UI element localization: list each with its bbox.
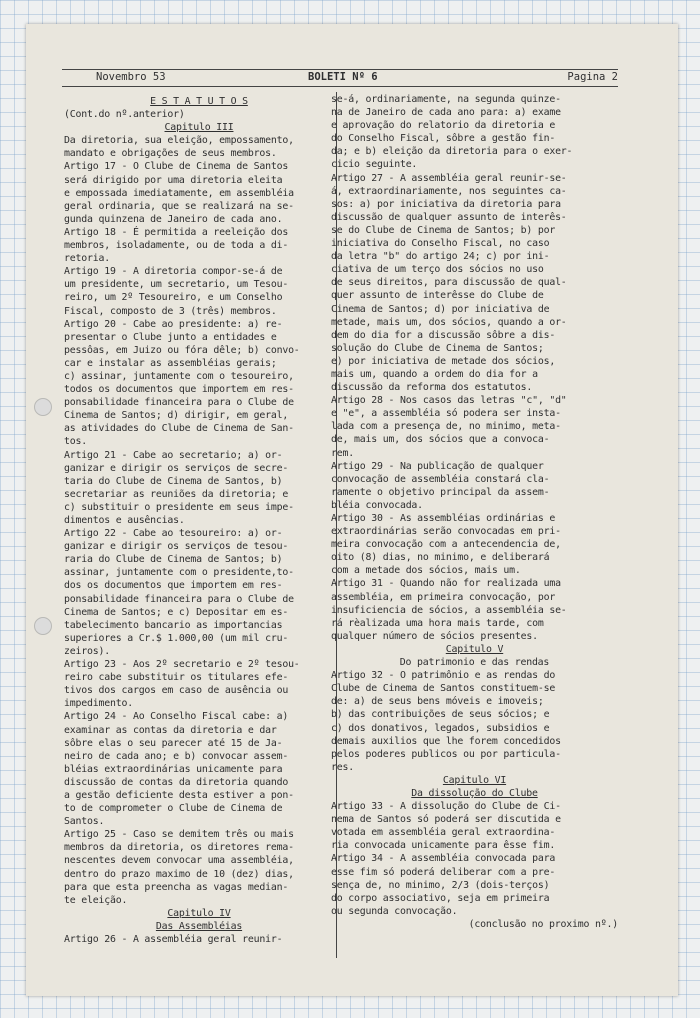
- text-line: superiores a Cr.$ 1.000,00 (um mil cru-: [64, 632, 289, 644]
- text-line: todos os documentos que importem em res-: [64, 384, 294, 396]
- text-line: examinar as contas da diretoria e dar: [64, 724, 277, 736]
- text-line: retoria.: [64, 253, 110, 265]
- text-line: sôbre elas o seu parecer até 15 de Ja-: [64, 737, 283, 749]
- text-line: secretariar as reuniões da diretoria; e: [64, 488, 289, 500]
- text-line: pessôas, em Juizo ou fóra dêle; b) convo-: [64, 344, 300, 356]
- text-line: nescentes devem convocar uma assembléia,: [64, 855, 294, 867]
- text-line: será dirigido por uma diretoria eleita: [64, 174, 283, 186]
- text-line: e "e", a assembléia só podera ser insta-: [331, 408, 561, 420]
- text-line: Capitulo IV: [167, 907, 231, 919]
- text-line: oito (8) dias, no minimo, e deliberará: [331, 552, 550, 564]
- text-line: Artigo 23 - Aos 2º secretario e 2º tesou-: [64, 659, 300, 671]
- text-line: Do patrimonio e das rendas: [399, 657, 550, 669]
- text-line: bléias extraordinárias unicamente para: [64, 763, 283, 775]
- header-bulletin: BOLETI Nº 6: [308, 71, 378, 83]
- text-line: bléia convocada.: [331, 499, 423, 511]
- text-line: lada com a presença de, no minimo, meta-: [331, 421, 561, 433]
- text-line: (Cont.do nº.anterior): [64, 109, 185, 121]
- text-line: reiro cabe substituir os titulares efe-: [64, 672, 289, 684]
- text-line: Artigo 22 - Cabe ao tesoureiro: a) or-: [64, 528, 283, 540]
- text-line: rá rèalizada uma hora mais tarde, com: [331, 617, 544, 629]
- text-line: assembléia, em primeira convocação, por: [331, 591, 556, 603]
- text-line: Artigo 19 - A diretoria compor-se-á de: [64, 266, 283, 278]
- text-line: reiro, um 2º Tesoureiro, e um Conselho: [64, 292, 283, 304]
- text-line: Artigo 21 - Cabe ao secretario; a) or-: [64, 449, 283, 461]
- text-line: sos: a) por iniciativa da diretoria para: [331, 198, 561, 210]
- left-column: [64, 95, 334, 946]
- text-line: discussão da reforma dos estatutos.: [331, 382, 533, 394]
- text-line: quer assunto de interêsse do Clube de: [331, 290, 544, 302]
- text-line: metade, mais um, dos sócios, quando a or-: [331, 316, 567, 328]
- text-line: Artigo 28 - Nos casos das letras "c", "d": [331, 395, 567, 407]
- text-line: Artigo 29 - Na publicação de qualquer: [331, 460, 544, 472]
- text-line: membros, isoladamente, ou de toda a di-: [64, 240, 289, 252]
- text-line: c) assinar, juntamente com o tesoureiro,: [64, 370, 294, 382]
- text-line: Artigo 32 - O patrimônio e as rendas do: [331, 670, 556, 682]
- text-line: dem do dia for a discussão sôbre a dis-: [331, 329, 556, 341]
- header-date: Novembro 53: [96, 71, 166, 83]
- text-line: Da dissolução do Clube: [411, 787, 538, 799]
- text-line: tivos dos cargos em caso de ausência ou: [64, 685, 289, 697]
- text-line: do Conselho Fiscal, sôbre a gestão fin-: [331, 133, 556, 145]
- text-line: Artigo 33 - A dissolução do Clube de Ci-: [331, 801, 561, 813]
- text-line: Artigo 24 - Ao Conselho Fiscal cabe: a): [64, 711, 289, 723]
- text-line: iniciativa do Conselho Fiscal, no caso: [331, 238, 550, 250]
- text-line: discussão de contas da diretoria quando: [64, 776, 289, 788]
- text-line: de seus direitos, para discussão de qual-: [331, 277, 567, 289]
- text-line: impedimento.: [64, 698, 133, 710]
- text-line: se-á, ordinariamente, na segunda quinze-: [331, 94, 561, 105]
- text-line: convocação de assembléia constará cla-: [331, 473, 550, 485]
- punch-hole-bottom: [34, 617, 52, 635]
- text-line: solução do Clube de Cinema de Santos;: [331, 342, 544, 354]
- text-line: gunda quinzena de Janeiro de cada ano.: [64, 213, 283, 225]
- text-line: ciativa de um terço dos sócios no uso: [331, 264, 544, 276]
- text-line: te eleição.: [64, 894, 128, 906]
- text-line: demais auxilios que lhe forem concedidos: [331, 735, 561, 747]
- text-line: Artigo 34 - A assembléia convocada para: [331, 853, 556, 865]
- text-line: da; e b) eleição da diretoria para o exer-: [331, 146, 573, 158]
- text-line: ramente o objetivo principal da assem-: [331, 486, 550, 498]
- page-header: [62, 69, 618, 87]
- text-line: Santos.: [64, 816, 105, 828]
- text-line: mais um, quando a ordem do dia for a: [331, 368, 538, 380]
- text-line: as atividades do Clube de Cinema de San-: [64, 423, 294, 435]
- text-line: Artigo 17 - O Clube de Cinema de Santos: [64, 161, 289, 173]
- text-line: (conclusão no proximo nº.): [468, 918, 618, 930]
- text-line: Cinema de Santos; d) por iniciativa de: [331, 303, 550, 315]
- text-line: nema de Santos só poderá ser discutida e: [331, 814, 561, 826]
- text-line: Fiscal, composto de 3 (três) membros.: [64, 305, 277, 317]
- text-line: car e instalar as assembléias gerais;: [64, 357, 277, 369]
- text-line: ponsabilidade financeira para o Clube de: [64, 593, 294, 605]
- text-line: e) por iniciativa de metade dos sócios,: [331, 355, 556, 367]
- text-line: insuficiencia de sócios, a assembléia se-: [331, 604, 567, 616]
- text-line: qualquer número de sócios presentes.: [331, 630, 538, 642]
- text-line: b) das contribuições de seus sócios; e: [331, 709, 550, 721]
- text-line: geral ordinaria, que se realizará na se-: [64, 200, 294, 212]
- text-line: presentar o Clube junto a entidades e: [64, 331, 277, 343]
- text-line: para que esta preencha as vagas median-: [64, 881, 289, 893]
- text-line: mandato e obrigações de seus membros.: [64, 148, 277, 160]
- text-line: res.: [331, 761, 354, 773]
- text-line: Artigo 20 - Cabe ao presidente: a) re-: [64, 318, 283, 330]
- text-line: rem.: [331, 447, 354, 459]
- right-column: [331, 93, 618, 931]
- punch-hole-top: [34, 398, 52, 416]
- text-line: e aprovação do relatorio da diretoria e: [331, 120, 556, 132]
- text-line: ponsabilidade financeira para o Clube de: [64, 397, 294, 409]
- header-rule-bottom: [62, 86, 618, 87]
- text-line: Das Assembléias: [155, 920, 243, 932]
- text-line: de, mais um, dos sócios que a convoca-: [331, 434, 550, 446]
- text-line: Capitulo VI: [442, 774, 507, 786]
- text-line: Artigo 18 - É permitida a reeleição dos: [64, 226, 289, 238]
- text-line: neiro de cada ano; e b) convocar assem-: [64, 750, 289, 762]
- text-line: Capitulo III: [164, 122, 234, 134]
- text-line: do corpo associativo, seja em primeira: [331, 892, 550, 904]
- text-line: a gestão deficiente desta estiver a pon-: [64, 789, 294, 801]
- text-line: Clube de Cinema de Santos constituem-se: [331, 683, 556, 695]
- text-line: to de comprometer o Clube de Cinema de: [64, 803, 283, 815]
- text-line: Artigo 30 - As assembléias ordinárias e: [331, 513, 556, 524]
- header-page-number: Pagina 2: [567, 71, 618, 83]
- text-line: assinar, juntamente com o presidente,to-: [64, 567, 294, 579]
- text-line: ganizar e dirigir os serviços de secre-: [64, 462, 289, 474]
- text-line: Da diretoria, sua eleição, empossamento,: [64, 135, 294, 147]
- text-line: sença de, no minimo, 2/3 (dois-terços): [331, 879, 550, 891]
- text-line: da letra "b" do artigo 24; c) por ini-: [331, 251, 550, 263]
- text-line: zeiros).: [64, 645, 110, 657]
- text-line: tos.: [64, 436, 87, 448]
- text-line: Cinema de Santos; e c) Depositar em es-: [64, 606, 289, 618]
- text-line: discussão de qualquer assunto de interês-: [331, 211, 567, 223]
- text-line: com a metade dos sócios, mais um.: [331, 565, 521, 577]
- text-line: e empossada imediatamente, em assembléia: [64, 187, 294, 199]
- text-line: de: a) de seus bens móveis e imoveis;: [331, 696, 544, 708]
- text-line: c) dos donativos, legados, subsidios e: [331, 722, 550, 734]
- text-line: um presidente, um secretario, um Tesou-: [64, 279, 289, 291]
- text-line: ganizar e dirigir os serviços de tesou-: [64, 541, 289, 553]
- header-rule-top: [62, 69, 618, 70]
- text-line: Capitulo V: [445, 643, 504, 655]
- text-line: ou segunda convocação.: [331, 905, 458, 917]
- text-line: esse fim só poderá deliberar com a pre-: [331, 866, 556, 878]
- text-line: Artigo 26 - A assembléia geral reunir-: [64, 934, 283, 945]
- text-line: taria do Clube de Cinema de Santos, b): [64, 475, 283, 487]
- text-line: raria do Clube de Cinema de Santos; b): [64, 554, 283, 566]
- text-line: cicio seguinte.: [331, 159, 418, 171]
- text-line: pelos poderes publicos ou por particula-: [331, 748, 561, 760]
- text-line: ria convocada unicamente para êsse fim.: [331, 840, 556, 852]
- text-line: tabelecimento bancario as importancias: [64, 619, 283, 631]
- text-line: dimentos e ausências.: [64, 515, 185, 526]
- text-line: meira convocação com a antecendencia de,: [331, 539, 561, 551]
- text-line: dos os documentos que importem em res-: [64, 580, 283, 592]
- text-line: Artigo 27 - A assembléia geral reunir-se-: [331, 172, 567, 184]
- text-line: na de Janeiro de cada ano para: a) exame: [331, 107, 561, 119]
- text-line: Artigo 31 - Quando não for realizada uma: [331, 578, 561, 590]
- text-line: á, extraordinariamente, nos seguintes ca-: [331, 185, 567, 197]
- text-line: Artigo 25 - Caso se demitem três ou mais: [64, 829, 294, 841]
- text-line: Cinema de Santos; d) dirigir, em geral,: [64, 410, 289, 422]
- text-line: se do Clube de Cinema de Santos; b) por: [331, 224, 556, 236]
- text-line: E S T A T U T O S: [150, 96, 248, 107]
- text-line: c) substituir o presidente em seus impe-: [64, 501, 294, 513]
- text-line: extraordinárias serão convocadas em pri-: [331, 526, 561, 538]
- text-line: dentro do prazo maximo de 10 (dez) dias,: [64, 868, 294, 880]
- text-line: votada em assembléia geral extraordina-: [331, 827, 556, 839]
- text-line: membros da diretoria, os diretores rema-: [64, 842, 294, 854]
